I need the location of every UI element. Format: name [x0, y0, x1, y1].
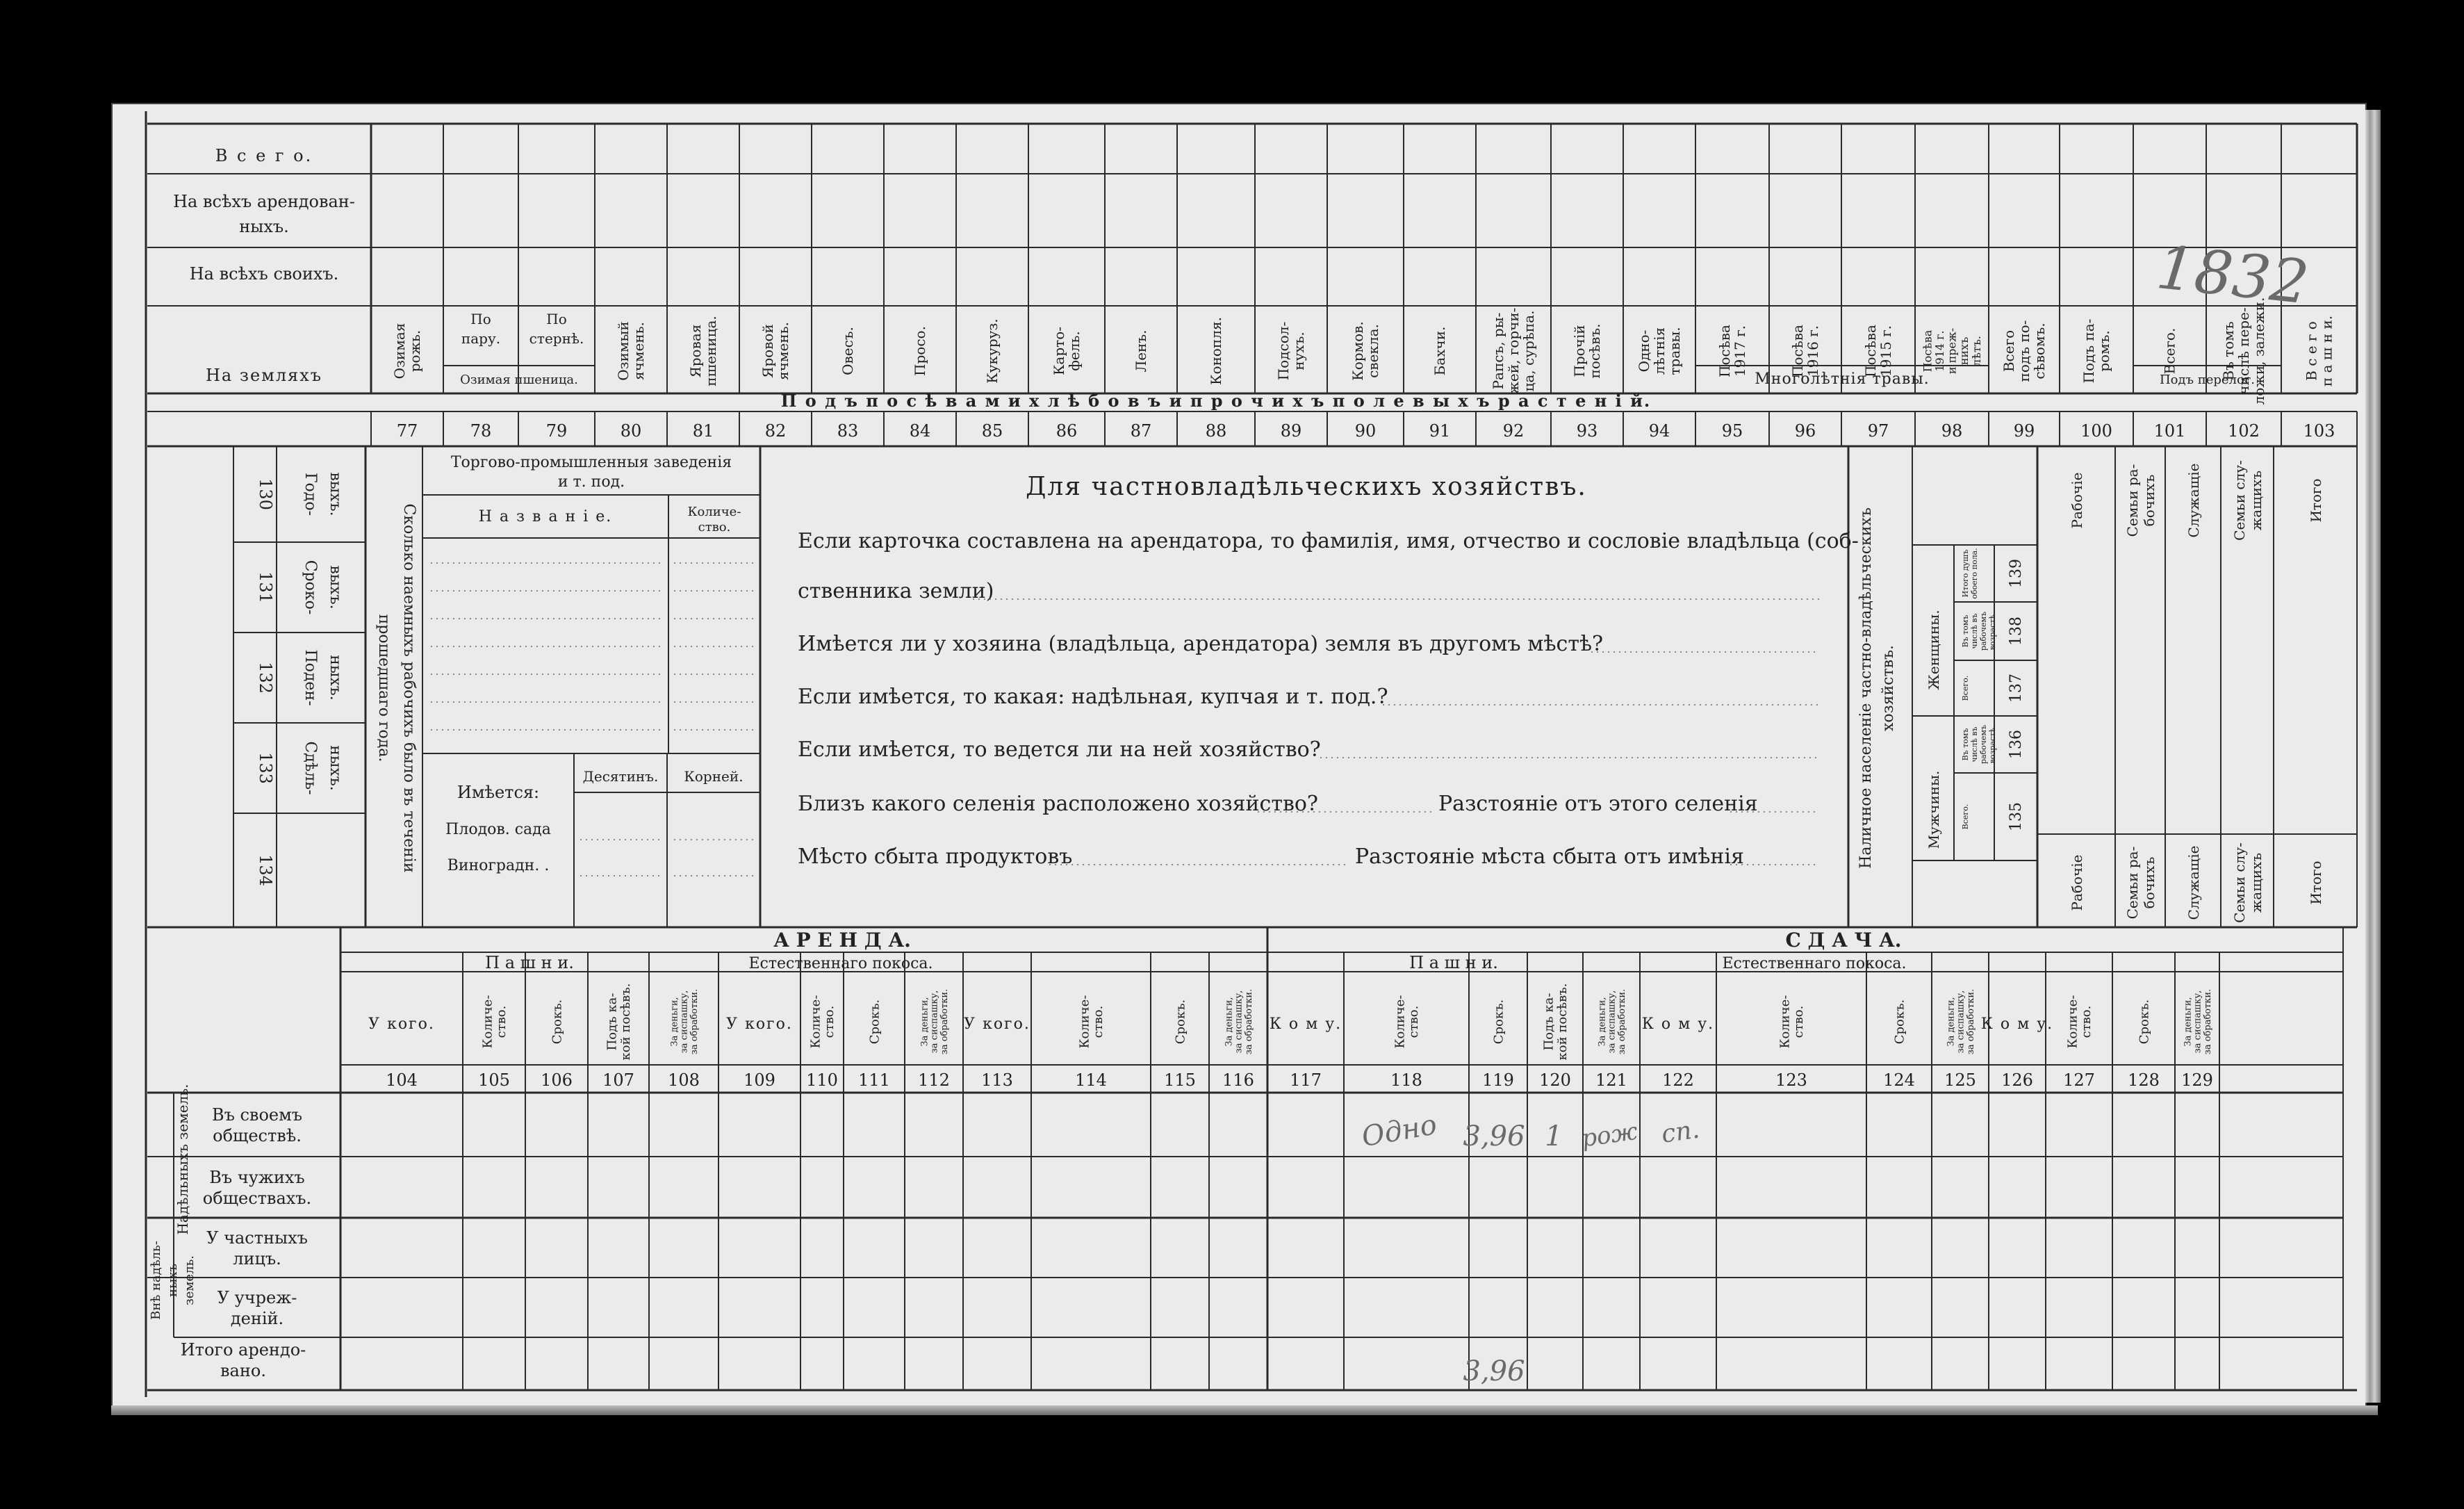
livestock-label-131: выхъ.: [327, 565, 344, 610]
row-label-0-b: обществѣ.: [213, 1126, 302, 1145]
bottom-col-header-124: Срокъ.: [1892, 999, 1907, 1045]
col-header-95: 1917 г.: [1732, 325, 1748, 377]
row-label-rented: На всѣхъ арендован-: [173, 192, 355, 211]
total-label-2: вано.: [220, 1361, 266, 1380]
bottom-col-number-119: 119: [1482, 1070, 1514, 1090]
bottom-col-number-107: 107: [602, 1070, 634, 1090]
bottom-col-number-127: 127: [2063, 1070, 2095, 1090]
trade-title: Торгово-промышленныя заведенія: [450, 454, 732, 471]
bottom-col-header-107: кой посѣвъ.: [618, 983, 634, 1061]
population-col-number-139: 139: [2007, 559, 2025, 588]
col-header-89: Подсол-: [1275, 321, 1292, 381]
right-col-header: Рабочіе: [2069, 472, 2085, 529]
col-number-89: 89: [1280, 421, 1302, 441]
col-header-79: стернѣ.: [529, 330, 584, 347]
bottom-col-header-113: У кого.: [964, 1015, 1030, 1033]
bottom-col-number-109: 109: [744, 1070, 775, 1090]
desyatin-header: Десятинъ.: [582, 768, 659, 785]
col-number-102: 102: [2228, 421, 2260, 441]
bottom-col-header-122: К о м у.: [1641, 1015, 1715, 1033]
arenda-pashni-label: П а ш н и.: [485, 953, 574, 972]
col-number-81: 81: [692, 421, 714, 441]
row-label-1-b: обществахъ.: [202, 1189, 312, 1208]
col-number-98: 98: [1941, 421, 1963, 441]
col-header-80: ячмень.: [630, 322, 647, 380]
col-header-94: травы.: [1666, 327, 1683, 375]
col-header-99: подъ по-: [2016, 320, 2032, 382]
bottom-col-header-118: ство.: [1406, 1005, 1422, 1038]
right-col-footer: Рабочіе: [2069, 854, 2085, 911]
col-header-81: Яровая: [687, 324, 704, 378]
col-header-102: Въ томъ: [2220, 321, 2237, 381]
population-col-label-136: рабочемъ: [1979, 724, 1988, 765]
bottom-col-header-107: Подъ ка-: [605, 993, 620, 1051]
band-title: П о д ъ п о с ѣ в а м и х л ѣ б о в ъ и п р о ч и х ъ п о л е в ы х ъ р а с т е н і й.: [780, 391, 1652, 411]
bottom-col-number-115: 115: [1164, 1070, 1196, 1090]
bottom-col-header-106: Срокъ.: [550, 999, 565, 1045]
trade-title-2: и т. под.: [557, 473, 625, 491]
handwritten-quantity: 3,96: [1463, 1120, 1525, 1152]
bottom-col-number-126: 126: [2001, 1070, 2033, 1090]
handwritten-term: 1: [1545, 1120, 1563, 1152]
col-number-84: 84: [909, 421, 931, 441]
right-col-footer: жащихъ: [2248, 852, 2265, 913]
col-header-103: В с е г о: [2303, 321, 2320, 381]
col-header-98: нихъ: [1957, 336, 1971, 366]
arenda-title: А Р Е Н Д А.: [773, 929, 911, 952]
bottom-col-header-104: У кого.: [368, 1015, 435, 1033]
right-col-header: жащихъ: [2248, 470, 2265, 531]
arenda-pokos-label: Естественнаго покоса.: [748, 955, 933, 972]
col-header-81: пшеница.: [703, 316, 719, 386]
col-header-78: пару.: [461, 330, 501, 347]
bottom-col-number-124: 124: [1883, 1070, 1915, 1090]
population-title: хозяйствъ.: [1880, 644, 1897, 732]
population-col-label-136: Въ томъ: [1961, 728, 1970, 761]
population-col-number-136: 136: [2007, 730, 2025, 759]
row-label-3: У учреж-: [217, 1288, 297, 1307]
col-header-88: Конопля.: [1208, 317, 1224, 385]
col-number-103: 103: [2303, 421, 2335, 441]
bottom-col-number-116: 116: [1222, 1070, 1254, 1090]
col-header-77: Озимая: [391, 323, 408, 380]
col-header-98: и преж-: [1945, 327, 1959, 375]
bottom-col-number-112: 112: [918, 1070, 950, 1090]
question-other-land: Имѣется ли у хозяина (владѣльца, арендатора) земля въ другомъ мѣстѣ?: [798, 632, 1604, 656]
population-col-number-138: 138: [2007, 617, 2025, 646]
bottom-col-number-117: 117: [1290, 1070, 1322, 1090]
handwritten-payment: сп.: [1659, 1115, 1702, 1149]
bottom-col-header-112: за обработки.: [939, 988, 950, 1055]
handwritten-crop: рож: [1579, 1117, 1640, 1153]
livestock-number-133: 133: [256, 752, 275, 784]
bottom-col-number-128: 128: [2128, 1070, 2160, 1090]
col-header-86: Карто-: [1051, 326, 1067, 376]
col-number-96: 96: [1794, 421, 1816, 441]
col-header-78: По: [470, 311, 491, 327]
question-market-distance: Разстояніе мѣста сбыта отъ имѣнія: [1355, 845, 1744, 869]
col-number-77: 77: [396, 421, 418, 441]
col-header-99: сѣвомъ.: [2031, 323, 2048, 380]
trade-qty-header: Количе-: [687, 505, 741, 519]
population-col-label-139: обоего пола.: [1970, 548, 1979, 599]
bottom-col-header-121: за сиспашку,: [1607, 990, 1618, 1054]
col-header-85: Кукуруз.: [984, 318, 1001, 384]
livestock-number-134: 134: [256, 854, 275, 886]
trade-name-header: Н а з в а н і е.: [478, 508, 613, 525]
bottom-col-header-112: За деньги,: [919, 997, 930, 1047]
col-header-102: ложи, залежи.: [2251, 297, 2267, 405]
handwritten-card-number: 1832: [2153, 232, 2313, 318]
col-number-99: 99: [2013, 421, 2035, 441]
col-number-80: 80: [620, 421, 642, 441]
col-header-98: лѣтъ.: [1969, 336, 1983, 366]
col-header-93: посѣвъ.: [1586, 323, 1603, 379]
bottom-col-header-120: Подъ ка-: [1541, 993, 1557, 1051]
bottom-col-header-121: за обработки.: [1616, 988, 1627, 1055]
col-number-90: 90: [1354, 421, 1377, 441]
bottom-col-number-118: 118: [1390, 1070, 1422, 1090]
question-land-type: Если имѣется, то какая: надѣльная, купчая и т. под.?: [798, 685, 1388, 709]
col-header-93: Прочій: [1571, 325, 1588, 377]
bottom-col-header-116: за сиспашку,: [1233, 990, 1245, 1054]
row-label-own: На всѣхъ своихъ.: [189, 264, 339, 284]
col-number-78: 78: [470, 421, 492, 441]
right-col-header: Семьи ра-: [2124, 464, 2141, 537]
bottom-col-number-123: 123: [1775, 1070, 1807, 1090]
right-col-footer: Итого: [2308, 860, 2324, 905]
population-col-label-136: возрастѣ.: [1988, 725, 1997, 764]
row-label-0: Въ своемъ: [211, 1105, 303, 1125]
bottom-col-header-129: за сиспашку,: [2192, 990, 2203, 1054]
bottom-col-header-108: за сиспашку,: [679, 990, 690, 1054]
question-market: Мѣсто сбыта продуктовъ: [798, 845, 1073, 869]
row-label-total: В с е г о.: [215, 146, 313, 165]
right-col-header: Семьи слу-: [2231, 460, 2248, 541]
col-number-95: 95: [1721, 421, 1743, 441]
col-header-100: Подъ па-: [2080, 318, 2097, 384]
men-label: Мужчины.: [1925, 770, 1942, 849]
bottom-col-header-116: за обработки.: [1243, 988, 1254, 1055]
bottom-col-number-113: 113: [981, 1070, 1013, 1090]
population-col-label-135: Всего.: [1961, 804, 1970, 830]
livestock-number-131: 131: [256, 571, 275, 603]
population-col-number-135: 135: [2007, 802, 2025, 831]
bottom-col-header-121: За деньги,: [1597, 997, 1608, 1047]
col-header-82: Яровой: [759, 324, 776, 378]
population-col-number-137: 137: [2007, 674, 2025, 703]
col-header-103: п а ш н и.: [2318, 315, 2335, 387]
row-label-rented-2: ныхъ.: [239, 217, 289, 236]
col-number-97: 97: [1867, 421, 1889, 441]
has-label: Имѣется:: [457, 783, 540, 802]
col-number-93: 93: [1576, 421, 1598, 441]
col-number-92: 92: [1502, 421, 1525, 441]
col-header-100: ромъ.: [2096, 330, 2112, 372]
bottom-col-number-105: 105: [478, 1070, 510, 1090]
bottom-col-header-127: Количе-: [2065, 995, 2080, 1049]
bottom-col-header-129: За деньги,: [2183, 997, 2194, 1047]
bottom-col-header-109: У кого.: [726, 1015, 793, 1033]
bottom-col-header-110: Количе-: [808, 995, 823, 1049]
col-header-87: Ленъ.: [1133, 329, 1149, 373]
bottom-col-header-127: ство.: [2079, 1005, 2094, 1038]
col-header-94: Одно-: [1636, 329, 1652, 373]
population-col-label-136: числѣ въ: [1970, 726, 1979, 762]
col-header-80: Озимый: [615, 321, 632, 381]
hired-workers-label: прошедшаго года.: [375, 614, 393, 762]
question-village: Близъ какого селенія расположено хозяйство?: [798, 792, 1318, 816]
livestock-label-132: Поден-: [302, 649, 319, 706]
col-header-86: фель.: [1066, 331, 1083, 371]
bottom-col-number-104: 104: [386, 1070, 418, 1090]
total-label: Итого арендо-: [180, 1340, 306, 1360]
col-number-83: 83: [837, 421, 859, 441]
col-header-96: 1916 г.: [1805, 325, 1821, 377]
bottom-col-header-105: Количе-: [480, 995, 495, 1049]
col-number-86: 86: [1056, 421, 1078, 441]
col-header-96: Посѣва: [1789, 325, 1806, 377]
bottom-col-number-106: 106: [541, 1070, 573, 1090]
vne-group-label: ныхъ: [165, 1264, 180, 1297]
col-header-101: Всего.: [2161, 327, 2178, 375]
bottom-col-header-125: за обработки.: [1965, 988, 1976, 1055]
right-col-footer: Семьи ра-: [2124, 846, 2141, 920]
hired-workers-label: Сколько наемныхъ рабочихъ было въ теченіи: [400, 503, 418, 873]
col-header-89: нухъ.: [1290, 332, 1307, 370]
bottom-col-header-108: за обработки.: [689, 988, 700, 1055]
orchard-label: Плодов. сада: [445, 821, 551, 838]
col-header-98: 1914 г.: [1933, 330, 1946, 372]
bottom-col-header-117: К о м у.: [1269, 1015, 1342, 1033]
col-header-77: рожь.: [406, 329, 423, 373]
bottom-col-header-129: за обработки.: [2202, 988, 2213, 1055]
right-col-footer: Семьи слу-: [2231, 842, 2248, 923]
livestock-number-130: 130: [256, 478, 275, 510]
bottom-col-number-122: 122: [1662, 1070, 1694, 1090]
nadel-group-label: Надѣльныхъ земель.: [174, 1084, 191, 1235]
livestock-label-131: Сроко-: [302, 560, 319, 615]
vineyard-label: Виноградн. .: [447, 857, 550, 874]
row-label-1: Въ чужихъ: [209, 1168, 305, 1187]
col-header-94: лѣтнія: [1651, 327, 1668, 375]
question-village-distance: Разстояніе отъ этого селенія: [1438, 792, 1758, 816]
bottom-col-header-108: За деньги,: [669, 997, 680, 1047]
bottom-col-number-125: 125: [1944, 1070, 1976, 1090]
bottom-col-header-115: Срокъ.: [1173, 999, 1188, 1045]
row-label-2: У частныхъ: [206, 1228, 308, 1248]
population-title: Наличное населеніе частно-владѣльческихъ: [1857, 507, 1875, 869]
livestock-label-133: Сдѣль-: [302, 741, 319, 795]
bottom-col-header-123: Количе-: [1777, 995, 1793, 1049]
bottom-col-number-110: 110: [806, 1070, 838, 1090]
col-header-90: Кормов.: [1349, 321, 1366, 381]
perelog-group-label: Подъ перелог.: [2159, 373, 2256, 387]
col-header-90: свекла.: [1365, 324, 1381, 378]
livestock-number-132: 132: [256, 662, 275, 694]
mnogoletnie-group-label: Многолѣтнія травы.: [1755, 370, 1930, 388]
ozimaya-group-label: Озимая пшеница.: [460, 373, 578, 387]
bottom-col-header-123: ство.: [1791, 1005, 1807, 1038]
col-header-82: ячмень.: [775, 322, 791, 380]
col-number-88: 88: [1205, 421, 1227, 441]
row-label-on-lands: На земляхъ: [205, 366, 323, 385]
col-number-91: 91: [1429, 421, 1451, 441]
question-farming: Если имѣется, то ведется ли на ней хозяйство?: [798, 737, 1321, 762]
col-header-95: Посѣва: [1716, 325, 1733, 377]
col-header-92: Рапсъ, ры-: [1490, 312, 1506, 390]
right-col-header: Служащіе: [2185, 463, 2202, 538]
bottom-col-header-114: Количе-: [1077, 995, 1092, 1049]
bottom-col-number-114: 114: [1075, 1070, 1107, 1090]
bottom-col-header-119: Срокъ.: [1491, 999, 1506, 1045]
col-header-79: По: [546, 311, 567, 327]
col-number-82: 82: [764, 421, 787, 441]
bottom-col-header-125: за сиспашку,: [1955, 990, 1966, 1054]
vne-group-label: земель.: [182, 1255, 197, 1306]
col-header-99: Всего: [2001, 329, 2017, 373]
bottom-col-number-121: 121: [1595, 1070, 1627, 1090]
handwritten-total: 3,96: [1463, 1355, 1525, 1387]
col-header-97: 1915 г.: [1878, 325, 1894, 377]
population-col-label-138: рабочемъ: [1979, 611, 1988, 651]
right-col-footer: бочихъ: [2141, 856, 2158, 909]
bottom-col-header-120: кой посѣвъ.: [1555, 983, 1570, 1061]
sdacha-title: С Д А Ч А.: [1785, 929, 1902, 952]
korney-header: Корней.: [684, 768, 744, 785]
bottom-col-header-110: ство.: [822, 1005, 837, 1038]
population-col-label-138: возрастѣ.: [1988, 612, 1997, 651]
row-label-3-b: деній.: [230, 1309, 284, 1328]
bottom-col-header-114: ство.: [1091, 1005, 1106, 1038]
bottom-col-number-120: 120: [1539, 1070, 1571, 1090]
population-col-label-138: числѣ въ: [1970, 613, 1979, 649]
col-header-83: Овесъ.: [839, 327, 856, 375]
bottom-col-header-116: За деньги,: [1224, 997, 1235, 1047]
col-header-102: числѣ пере-: [2235, 307, 2252, 395]
bottom-col-header-105: ство.: [494, 1005, 509, 1038]
col-header-92: ца, сурѣпа.: [1520, 310, 1537, 392]
livestock-label-130: Годо-: [302, 472, 319, 516]
col-header-92: жей, горчи-: [1505, 307, 1522, 395]
col-number-94: 94: [1648, 421, 1670, 441]
population-col-label-137: Всего.: [1961, 675, 1970, 701]
col-header-97: Посѣва: [1862, 325, 1879, 377]
col-number-101: 101: [2153, 421, 2186, 441]
row-label-2-b: лицъ.: [233, 1249, 281, 1269]
private-title: Для частновладѣльческихъ хозяйствъ.: [1026, 473, 1587, 501]
population-col-label-139: Итого душъ: [1961, 549, 1970, 598]
col-header-98: Посѣва: [1921, 329, 1935, 373]
handwritten-to-whom: Одно: [1359, 1109, 1440, 1154]
bottom-col-header-126: К о м у.: [1980, 1015, 2054, 1033]
col-number-100: 100: [2080, 421, 2112, 441]
livestock-label-132: ныхъ.: [327, 655, 344, 701]
bottom-col-header-125: За деньги,: [1946, 997, 1957, 1047]
population-col-label-138: Въ томъ: [1961, 614, 1970, 648]
trade-qty-header-2: ство.: [698, 520, 731, 535]
col-header-84: Просо.: [912, 326, 928, 376]
right-col-header: Итого: [2308, 478, 2324, 523]
col-number-87: 87: [1130, 421, 1152, 441]
livestock-label-133: ныхъ.: [327, 745, 344, 791]
right-col-footer: Служащіе: [2185, 845, 2202, 920]
col-header-91: Бахчи.: [1431, 326, 1448, 376]
col-number-85: 85: [981, 421, 1003, 441]
bottom-col-header-111: Срокъ.: [867, 999, 882, 1045]
bottom-col-header-118: Количе-: [1393, 995, 1408, 1049]
sdacha-pokos-label: Естественнаго покоса.: [1722, 955, 1907, 972]
bottom-col-number-108: 108: [668, 1070, 700, 1090]
livestock-label-130: выхъ.: [327, 472, 344, 516]
vne-group-label: Внѣ надѣль-: [149, 1241, 163, 1320]
women-label: Женщины.: [1925, 610, 1942, 690]
bottom-col-header-112: за сиспашку,: [929, 990, 940, 1054]
col-number-79: 79: [545, 421, 568, 441]
question-owner-2: ственника земли): [798, 579, 994, 603]
bottom-col-number-111: 111: [858, 1070, 890, 1090]
right-col-header: бочихъ: [2141, 474, 2158, 527]
bottom-col-number-129: 129: [2181, 1070, 2213, 1090]
question-owner-1: Если карточка составлена на арендатора, то фамилія, имя, отчество и сословіе владѣльца (соб-: [798, 529, 1859, 553]
sdacha-pashni-label: П а ш н и.: [1409, 953, 1498, 972]
bottom-col-header-128: Срокъ.: [2137, 999, 2152, 1045]
